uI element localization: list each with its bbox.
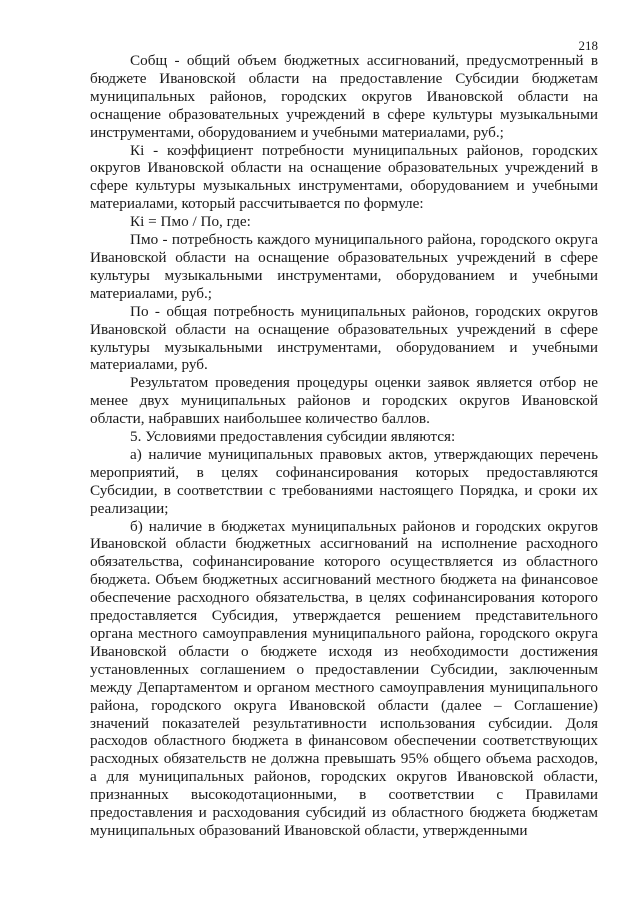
paragraph-pmo-definition: Пмо - потребность каждого муниципального района, городского округа Ивановской области на оснащение образовательных учреждений в сфере культуры музыкальными инструментами, оборудованием и учебными материалами, руб.; [90,231,598,302]
paragraph-condition-a: а) наличие муниципальных правовых актов, утверждающих перечень мероприятий, в целях софинансирования которых предоставляются Субсидии, в соответствии с требованиями настоящего Порядка, и сроки их реализации; [90,445,598,517]
paragraph-ki-definition: Кi - коэффициент потребности муниципальных районов, городских округов Ивановской области на оснащение образовательных учреждений в сфере культуры музыкальных инструментами, оборудованием и учебными материалами, который рассчитывается по формуле: [90,141,598,213]
paragraph-sobsch-definition: Собщ - общий объем бюджетных ассигнований, предусмотренный в бюджете Ивановской области на предоставление Субсидии бюджетам муниципальных районов, городских округов Ивановской области на оснащение образовательных учреждений в сфере культуры музыкальными инструментами, оборудованием и учебными материалами, руб.; [90,52,598,141]
page-number: 218 [578,38,598,53]
paragraph-condition-b: б) наличие в бюджетах муниципальных районов и городских округов Ивановской области бюджетных ассигнований на исполнение расходного обязательства, софинансирование которого осуществляется из областного бюджета. Объем бюджетных ассигнований местного бюджета на финансовое обеспечение расходного обязательства, в целях софинансирования которого предоставляется Субсидия, утверждается решением представительного органа местного самоуправления муниципального района, городского округа Ивановской области о бюджете исходя из необходимости достижения установленных соглашением о предоставлении Субсидии, заключенным между Департаментом и органом местного самоуправления муниципального района, городского округа Ивановской области (далее – Соглашение) значений показателей результативности использования субсидии. Доля расходов областного бюджета в финансовом обеспечении соответствующих расходных обязательств не должна превышать 95% общего объема расходов, а для муниципальных районов, городских округов Ивановской области, признанных высокодотационными, в соответствии с Правилами предоставления и расходования субсидий из областного бюджета бюджетам муниципальных образований Ивановской области, утвержденными [90,517,598,839]
formula-ki: Кi = Пмо / По, где: [130,213,251,231]
document-body [90,52,598,840]
paragraph-conditions-heading: 5. Условиями предоставления субсидии являются: [130,428,456,446]
paragraph-po-definition: По - общая потребность муниципальных районов, городских округов Ивановской области на оснащение образовательных учреждений в сфере культуры музыкальными инструментами, оборудованием и учебными материалами, руб. [90,302,598,374]
paragraph-selection-result: Результатом проведения процедуры оценки заявок является отбор не менее двух муниципальных районов и городских округов Ивановской области, набравших наибольшее количество баллов. [90,374,598,428]
